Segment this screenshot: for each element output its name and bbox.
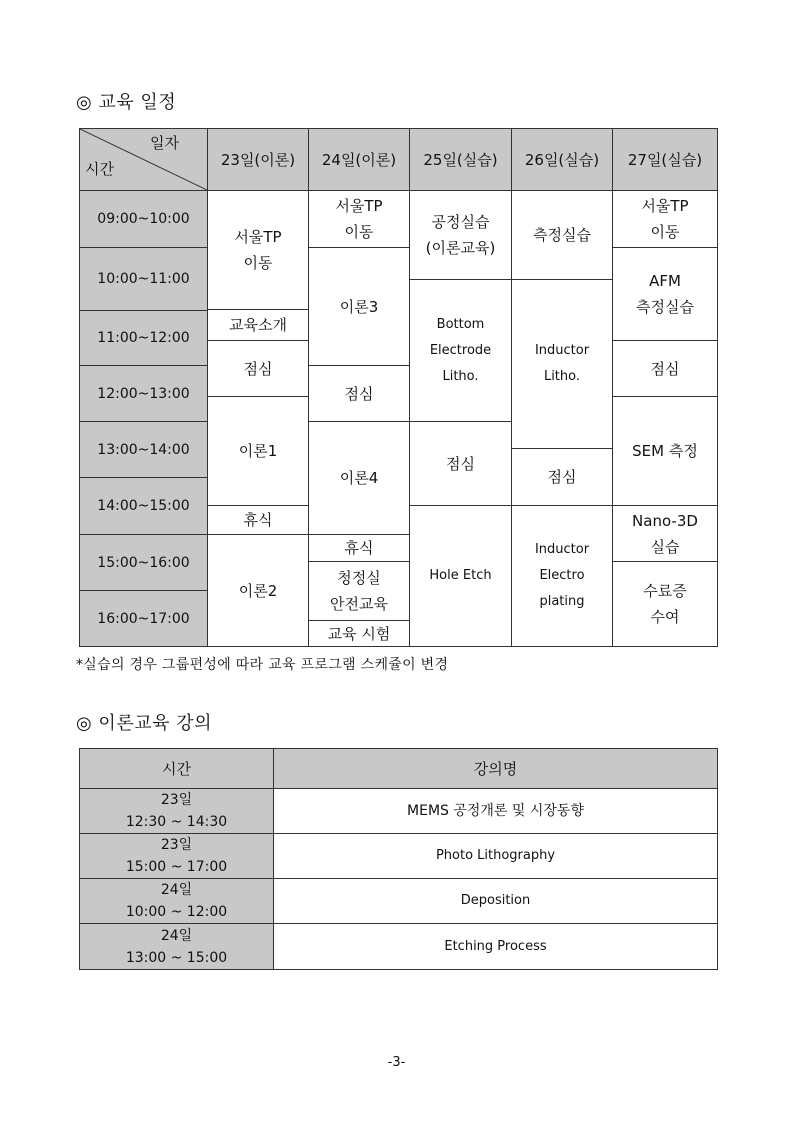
session-cell: 서울TP 이동 [207,190,309,310]
session-cell: Nano-3D 실습 [612,505,718,562]
section1-title: ◎ 교육 일정 [76,92,177,113]
day-header: 25일(실습) [409,128,512,191]
session-cell: Bottom Electrode Litho. [409,279,512,422]
schedule-note: *실습의 경우 그룹편성에 따라 교육 프로그램 스케쥴이 변경 [76,657,449,673]
lecture-time: 10:00 ~ 12:00 [125,904,228,920]
lecture-header-name: 강의명 [273,748,718,789]
lecture-name: Photo Lithography [273,833,718,879]
day-header: 24일(이론) [308,128,410,191]
time-slot: 16:00~17:00 [79,590,208,647]
lecture-time-cell [79,833,274,879]
lecture-day: 23일 [160,792,193,808]
corner-day-label: 일자 [150,134,179,152]
time-slot: 09:00~10:00 [79,190,208,248]
session-cell: 청정실 안전교육 [308,561,410,621]
time-slot: 12:00~13:00 [79,365,208,422]
lecture-name: Deposition [273,878,718,924]
day-header: 26일(실습) [511,128,613,191]
time-slot: 14:00~15:00 [79,477,208,535]
session-cell: 점심 [612,340,718,397]
time-slot: 10:00~11:00 [79,247,208,311]
lecture-time-cell [79,788,274,834]
session-cell: 점심 [207,340,309,397]
session-cell: 이론3 [308,247,410,366]
session-cell: 점심 [409,421,512,506]
session-cell: 이론1 [207,396,309,506]
lecture-time-cell [79,923,274,970]
lecture-time: 13:00 ~ 15:00 [125,949,228,966]
session-cell: 교육 시험 [308,620,410,647]
day-header: 27일(실습) [612,128,718,191]
lecture-time: 12:30 ~ 14:30 [125,814,228,830]
session-cell: Inductor Litho. [511,279,613,449]
session-cell: 수료증 수여 [612,561,718,647]
session-cell: 서울TP 이동 [612,190,718,248]
session-cell: AFM 측정실습 [612,247,718,341]
session-cell: 교육소개 [207,309,309,341]
section2-title: ◎ 이론교육 강의 [76,713,212,734]
lecture-day: 24일 [160,927,193,944]
session-cell: 공정실습 (이론교육) [409,190,512,280]
session-cell: 측정실습 [511,190,613,280]
time-slot: 15:00~16:00 [79,534,208,591]
session-cell: 이론4 [308,421,410,535]
session-cell: Hole Etch [409,505,512,647]
time-slot: 13:00~14:00 [79,421,208,478]
day-header: 23일(이론) [207,128,309,191]
lecture-name: Etching Process [273,923,718,970]
session-cell: 점심 [511,448,613,506]
session-cell: 휴식 [308,534,410,562]
session-cell: Inductor Electro plating [511,505,613,647]
session-cell: 점심 [308,365,410,422]
page-number: -3- [387,1055,406,1070]
session-cell: 서울TP 이동 [308,190,410,248]
lecture-day: 23일 [160,837,193,853]
time-slot: 11:00~12:00 [79,310,208,366]
lecture-time-cell [79,878,274,924]
lecture-day: 24일 [160,882,193,898]
lecture-name: MEMS 공정개론 및 시장동향 [273,788,718,834]
session-cell: 휴식 [207,505,309,535]
session-cell: SEM 측정 [612,396,718,506]
lecture-time: 15:00 ~ 17:00 [125,859,228,875]
corner-time-label: 시간 [85,160,114,178]
session-cell: 이론2 [207,534,309,647]
lecture-header-time: 시간 [79,748,274,789]
